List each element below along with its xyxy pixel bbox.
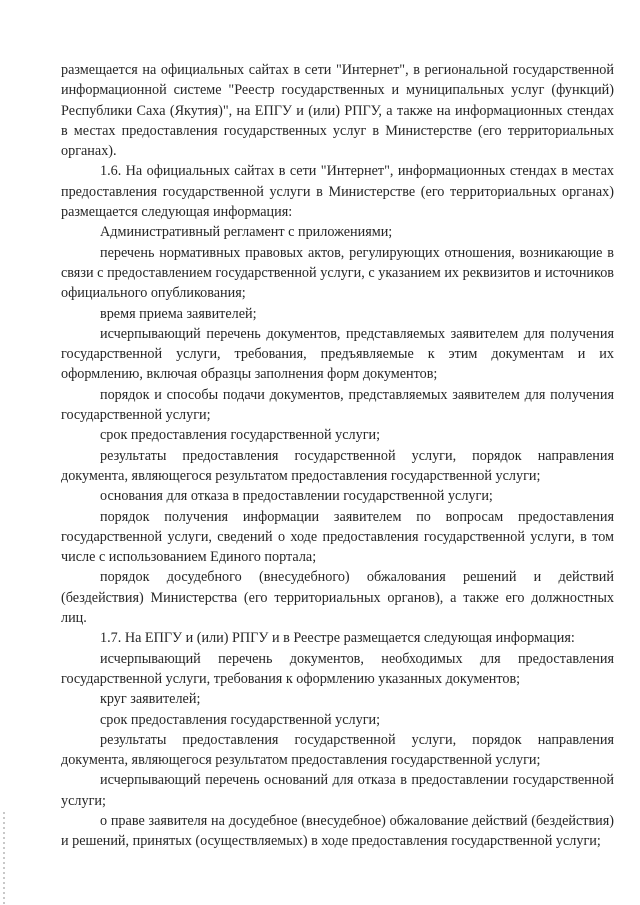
list-item-refusal-grounds: основания для отказа в предоставлении государственной услуги; (100, 488, 493, 505)
list-item-service-term: срок предоставления государственной услуги; (100, 427, 381, 444)
paragraph-1-6-heading: 1.6. На официальных сайтах в сети "Интернет", информационных стендах в местах предоставления государственной услуги в Министерстве (его территориальных органах) размещается следующая информация: (61, 163, 614, 221)
scan-edge-artifact (3, 812, 5, 905)
paragraph-1-7-heading: 1.7. На ЕПГУ и (или) РПГУ и в Реестре размещается следующая информация: (100, 630, 575, 647)
list-item-information-procedure: порядок получения информации заявителем по вопросам предоставления государственной услуги, сведений о ходе предоставления государственной услуги, в том числе с использованием Единого портала; (61, 508, 614, 566)
paragraph-placement-intro: размещается на официальных сайтах в сети "Интернет", в региональной государственной информационной системе "Реестр государственных и муниципальных услуг (функций) Республики Саха (Якутия)", на ЕПГУ и (или) РПГУ, а также на информационных стендах в местах предоставления государственных услуг в Министерстве (его территориальных органах). (61, 62, 614, 160)
list-item-reception-time: время приема заявителей; (100, 305, 257, 322)
list-item-legal-acts: перечень нормативных правовых актов, регулирующих отношения, возникающие в связи с предоставлением государственной услуги, с указанием их реквизитов и источников официального опубликования; (61, 244, 614, 302)
document-page (61, 60, 614, 852)
list-item-service-term-2: срок предоставления государственной услуги; (100, 711, 381, 728)
list-item-required-documents: исчерпывающий перечень документов, необходимых для предоставления государственной услуги, требования к оформлению указанных документов; (61, 650, 614, 687)
list-item-appeal-right: о праве заявителя на досудебное (внесудебное) обжалование действий (бездействия) и решений, принятых (осуществляемых) в ходе предоставления государственной услуги; (61, 812, 614, 850)
list-item-documents-list: исчерпывающий перечень документов, представляемых заявителем для получения государственной услуги, требования, предъявляемые к этим документам и их оформлению, включая образцы заполнения форм документов; (61, 325, 614, 383)
list-item-service-results: результаты предоставления государственной услуги, порядок направления документа, являющегося результатом предоставления государственной услуги; (61, 447, 614, 484)
list-item-submission-methods: порядок и способы подачи документов, представляемых заявителем для получения государственной услуги; (61, 386, 614, 424)
list-item-regulation: Административный регламент с приложениями; (100, 224, 393, 241)
list-item-applicants: круг заявителей; (100, 691, 201, 708)
list-item-service-results-2: результаты предоставления государственной услуги, порядок направления документа, являющегося результатом предоставления государственной услуги; (61, 731, 614, 769)
list-item-appeal-procedure: порядок досудебного (внесудебного) обжалования решений и действий (бездействия) Министерства (его территориальных органов), а также его должностных лиц. (61, 569, 614, 627)
list-item-refusal-grounds-2: исчерпывающий перечень оснований для отказа в предоставлении государственной услуги; (61, 772, 614, 809)
